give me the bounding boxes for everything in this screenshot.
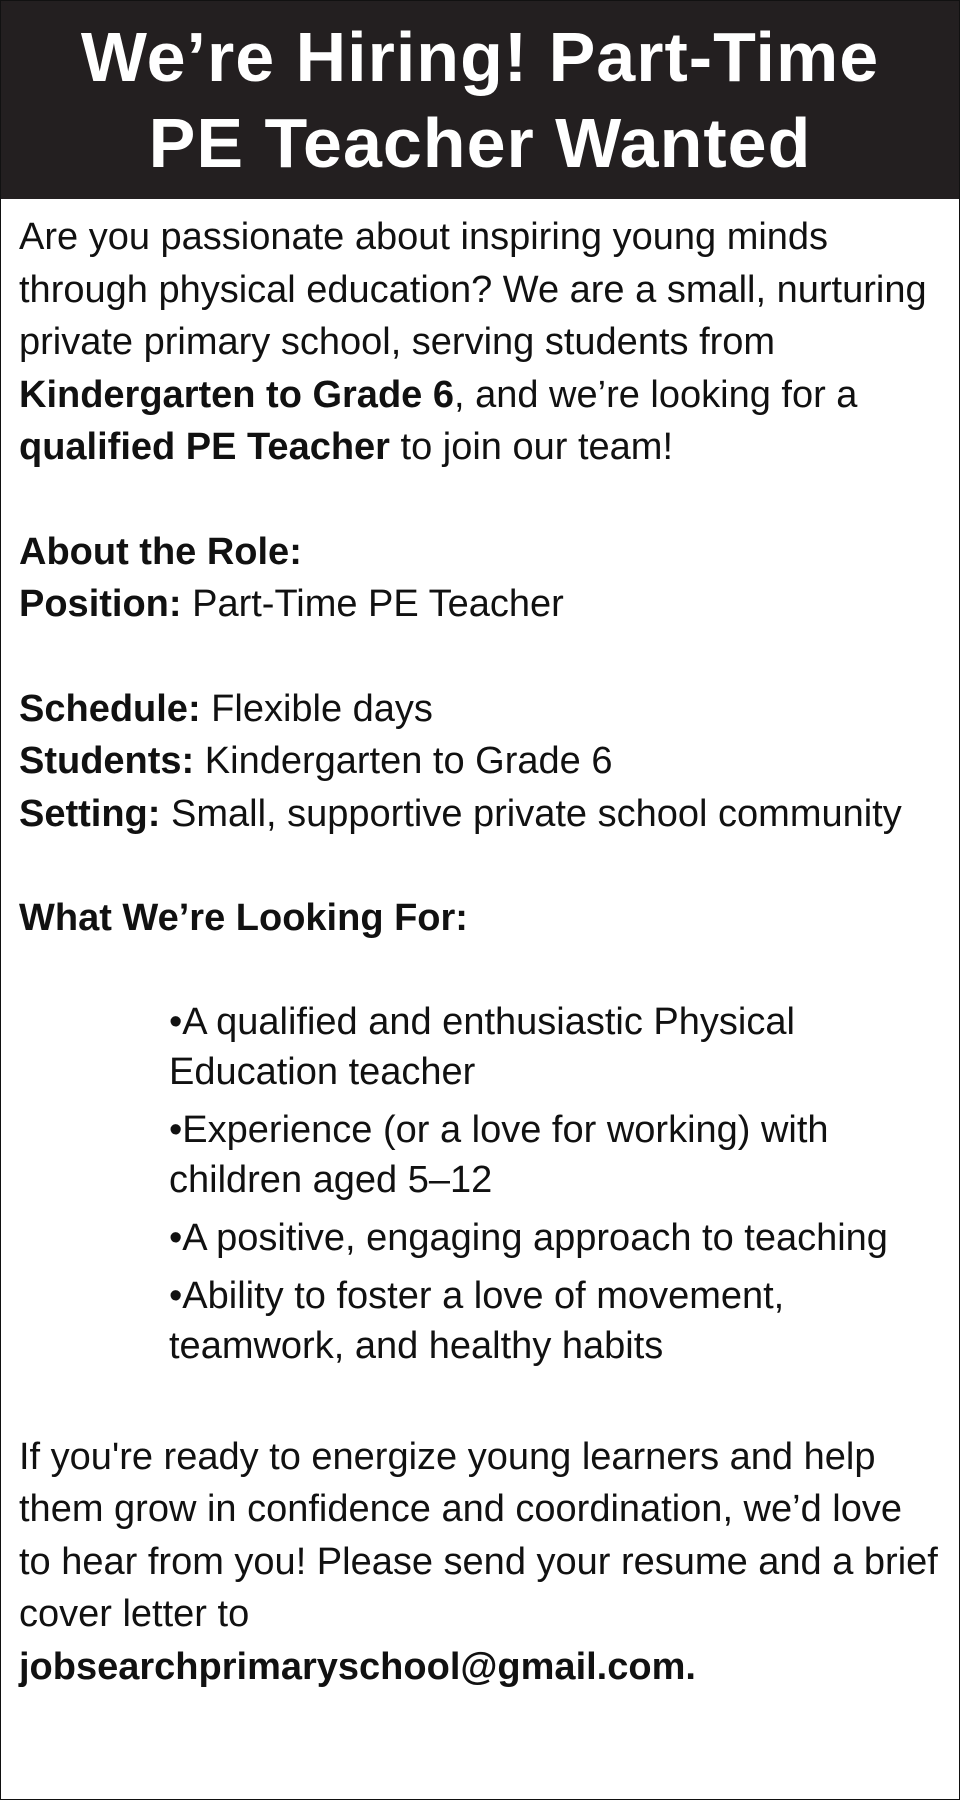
- students-value: Kindergarten to Grade 6: [194, 740, 613, 782]
- contact-email: jobsearchprimaryschool@gmail.com.: [19, 1645, 696, 1688]
- spacer: [19, 631, 941, 683]
- list-item: •Ability to foster a love of movement, teamwork, and healthy habits: [169, 1274, 785, 1367]
- list-item: •A positive, engaging approach to teaching: [169, 1216, 888, 1259]
- list-item: •A qualified and enthusiastic Physical Education teacher: [169, 1000, 795, 1093]
- list-item: •Experience (or a love for working) with children aged 5–12: [169, 1108, 829, 1201]
- intro-grades: Kindergarten to Grade 6: [19, 373, 454, 416]
- spacer: [19, 474, 941, 526]
- intro-text-3: to join our team!: [389, 426, 674, 468]
- looking-for-heading: What We’re Looking For:: [19, 897, 468, 939]
- position-value: Part-Time PE Teacher: [181, 583, 564, 625]
- setting-line: [19, 788, 941, 841]
- intro-role: qualified PE Teacher: [19, 426, 390, 468]
- position-label: Position:: [19, 583, 182, 625]
- headline-line-2: PE Teacher Wanted: [148, 104, 812, 182]
- closing-paragraph: If you're ready to energize young learners and help them grow in confidence and coordination, we’d love to hear from you! Please send your resume and a brief cover letter to: [19, 1435, 938, 1635]
- spacer: [19, 840, 941, 892]
- students-label: Students:: [19, 740, 195, 782]
- setting-label: Setting:: [19, 792, 161, 835]
- spacer: [19, 1379, 941, 1431]
- position-line: [19, 578, 941, 631]
- intro-paragraph: [19, 211, 941, 474]
- students-line: [19, 735, 941, 788]
- spacer: [19, 945, 941, 997]
- ad-header: [1, 1, 959, 199]
- intro-text-2: , and we’re looking for a: [453, 373, 858, 416]
- about-heading: About the Role:: [19, 530, 302, 573]
- schedule-value: Flexible days: [200, 687, 433, 730]
- requirements-list: [19, 997, 941, 1371]
- schedule-line: [19, 683, 941, 736]
- setting-value: Small, supportive private school community: [160, 792, 902, 835]
- intro-text-1: Are you passionate about inspiring young minds through physical education? We are a small, nurturing private primary school, serving students from: [19, 216, 927, 363]
- ad-body: [1, 199, 959, 1693]
- headline-line-1: We’re Hiring! Part-Time: [80, 18, 880, 96]
- schedule-label: Schedule:: [19, 687, 201, 730]
